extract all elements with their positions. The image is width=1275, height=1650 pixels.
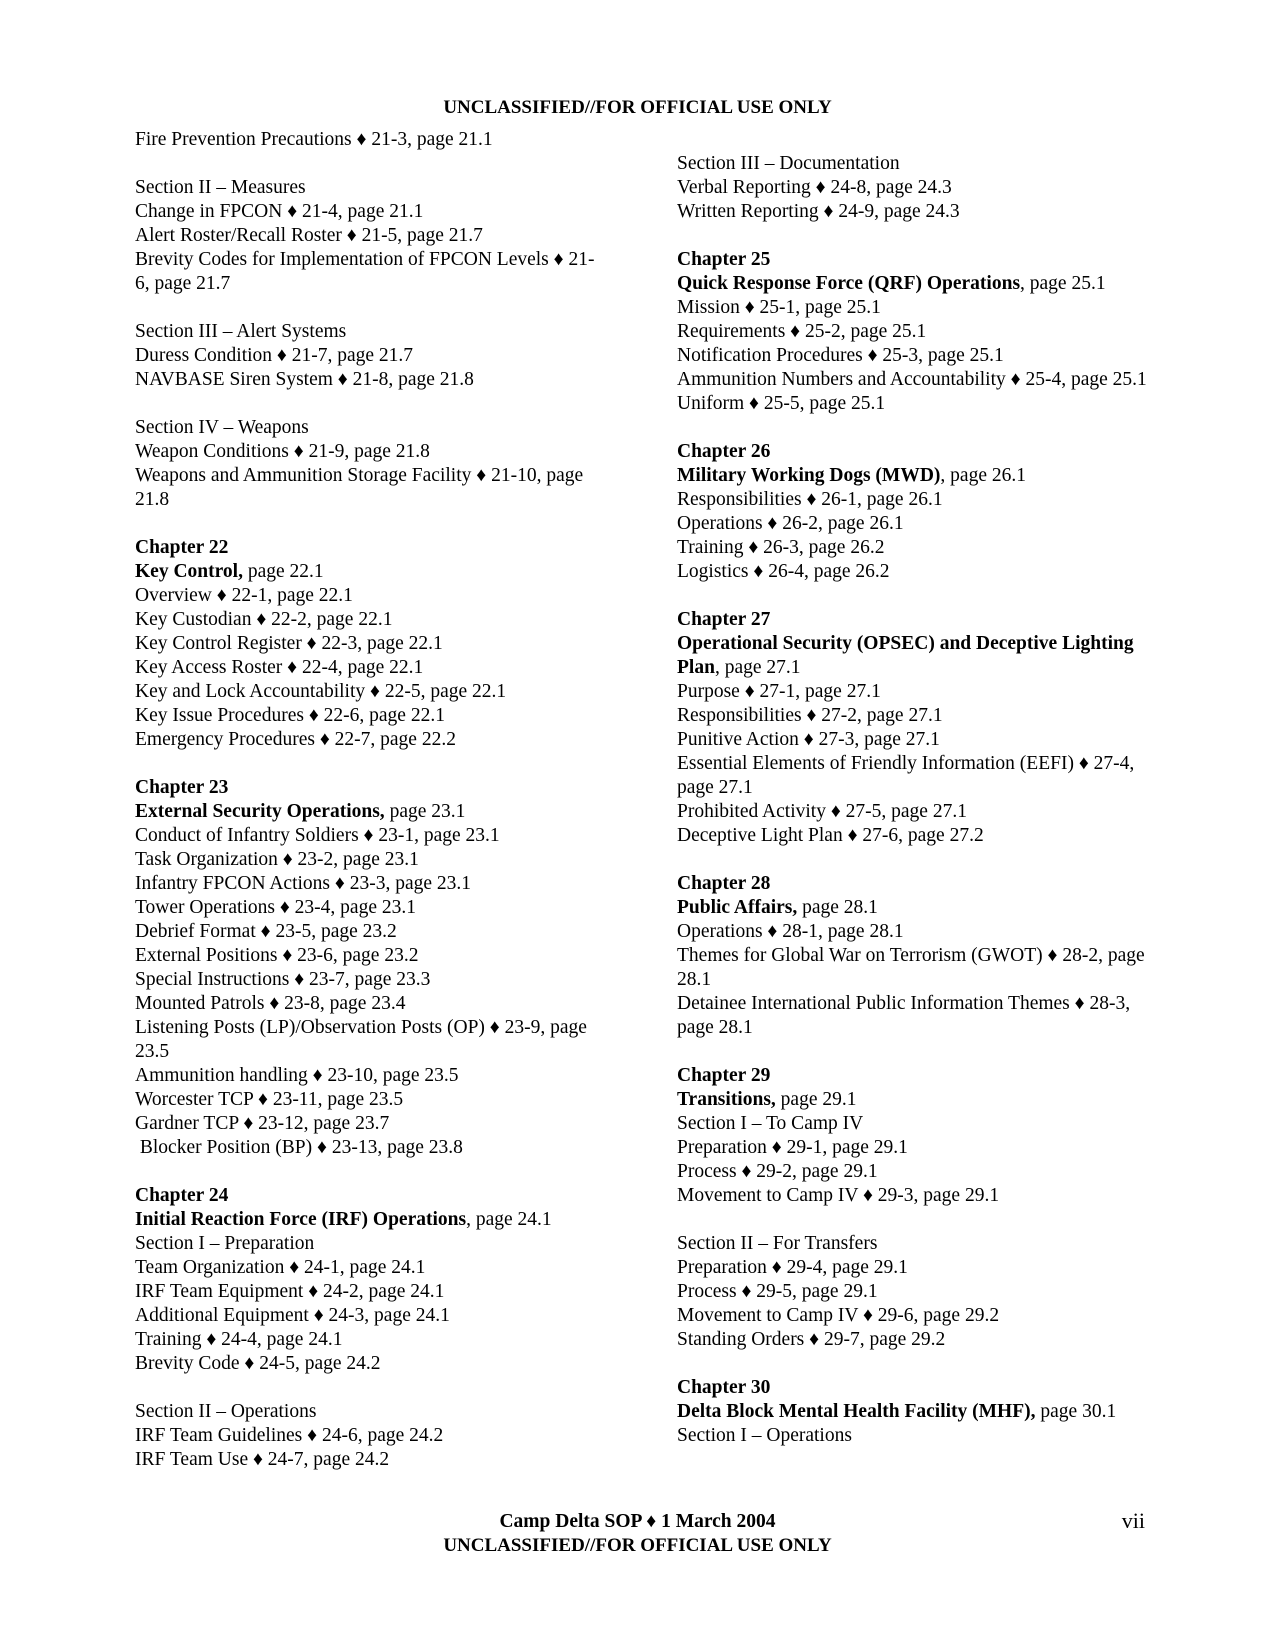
toc-entry-text: , page 24.1	[466, 1209, 552, 1230]
toc-entry-bold: Initial Reaction Force (IRF) Operations	[135, 1209, 467, 1230]
toc-entry-text: Mounted Patrols ♦ 23-8, page 23.4	[135, 993, 406, 1014]
toc-entry	[677, 992, 1147, 1040]
toc-entry	[677, 704, 1147, 728]
toc-entry-text: Infantry FPCON Actions ♦ 23-3, page 23.1	[135, 873, 472, 894]
toc-entry-text: Duress Condition ♦ 21-7, page 21.7	[135, 345, 414, 366]
toc-entry	[135, 1280, 605, 1304]
toc-entry-text: Movement to Camp IV ♦ 29-3, page 29.1	[677, 1185, 1000, 1206]
toc-entry-text: Section III – Documentation	[677, 153, 900, 174]
toc-entry-text: Responsibilities ♦ 26-1, page 26.1	[677, 489, 943, 510]
toc-section-block	[677, 248, 1147, 416]
toc-entry	[135, 680, 605, 704]
toc-entry	[135, 776, 605, 800]
toc-entry	[677, 1376, 1147, 1400]
toc-entry	[677, 512, 1147, 536]
toc-entry-bold: Public Affairs,	[677, 897, 798, 918]
toc-entry	[135, 584, 605, 608]
toc-entry	[135, 824, 605, 848]
toc-entry-bold: Chapter 22	[135, 537, 229, 558]
toc-entry	[135, 992, 605, 1016]
toc-entry-bold: Chapter 26	[677, 441, 771, 462]
toc-section-block	[135, 416, 605, 512]
toc-entry	[677, 1232, 1147, 1256]
toc-entry-text: Worcester TCP ♦ 23-11, page 23.5	[135, 1089, 404, 1110]
toc-entry	[135, 608, 605, 632]
toc-entry-text: Uniform ♦ 25-5, page 25.1	[677, 393, 886, 414]
toc-entry	[135, 536, 605, 560]
toc-entry-text: Ammunition Numbers and Accountability ♦ 25-4, page 25.1	[677, 369, 1147, 390]
toc-entry	[677, 1400, 1147, 1424]
toc-entry	[677, 752, 1147, 800]
toc-entry-text: Fire Prevention Precautions ♦ 21-3, page 21.1	[135, 129, 493, 150]
toc-entry	[135, 920, 605, 944]
toc-entry-text: IRF Team Guidelines ♦ 24-6, page 24.2	[135, 1425, 444, 1446]
toc-entry-text: Section II – Operations	[135, 1401, 317, 1422]
toc-section-block	[135, 320, 605, 392]
toc-entry-text: Additional Equipment ♦ 24-3, page 24.1	[135, 1305, 450, 1326]
toc-entry-text: Deceptive Light Plan ♦ 27-6, page 27.2	[677, 825, 984, 846]
toc-entry	[135, 464, 605, 512]
toc-entry	[135, 200, 605, 224]
toc-entry	[677, 1256, 1147, 1280]
toc-entry	[677, 344, 1147, 368]
toc-entry	[677, 296, 1147, 320]
toc-entry	[677, 920, 1147, 944]
toc-entry-bold: External Security Operations,	[135, 801, 385, 822]
toc-entry-text: Brevity Codes for Implementation of FPCON Levels ♦ 21-6, page 21.7	[135, 249, 595, 294]
toc-entry-text: Punitive Action ♦ 27-3, page 27.1	[677, 729, 940, 750]
toc-section-block	[677, 440, 1147, 584]
toc-entry-text: Section III – Alert Systems	[135, 321, 347, 342]
toc-entry-text: Logistics ♦ 26-4, page 26.2	[677, 561, 890, 582]
toc-entry-text: , page 25.1	[1020, 273, 1106, 294]
toc-section-block	[677, 152, 1147, 224]
toc-entry	[135, 1208, 605, 1232]
toc-entry	[677, 152, 1147, 176]
toc-entry-text: Detainee International Public Information Themes ♦ 28-3, page 28.1	[677, 993, 1135, 1038]
toc-entry	[135, 440, 605, 464]
toc-entry-bold: Chapter 27	[677, 609, 771, 630]
toc-section-block	[677, 1064, 1147, 1208]
toc-entry-text: Brevity Code ♦ 24-5, page 24.2	[135, 1353, 381, 1374]
toc-entry-text: Key Control Register ♦ 22-3, page 22.1	[135, 633, 443, 654]
toc-entry	[677, 248, 1147, 272]
toc-entry	[135, 416, 605, 440]
toc-entry	[135, 1256, 605, 1280]
toc-section-block	[135, 776, 605, 1160]
footer-document-title: Camp Delta SOP ♦ 1 March 2004	[499, 1511, 776, 1532]
toc-entry	[677, 872, 1147, 896]
toc-entry-text: NAVBASE Siren System ♦ 21-8, page 21.8	[135, 369, 474, 390]
toc-entry	[135, 248, 605, 296]
toc-entry	[135, 728, 605, 752]
toc-entry-text: Change in FPCON ♦ 21-4, page 21.1	[135, 201, 424, 222]
toc-entry-text: Section I – To Camp IV	[677, 1113, 864, 1134]
toc-entry	[677, 272, 1147, 296]
toc-entry-text: Section II – Measures	[135, 177, 306, 198]
toc-entry-text: Preparation ♦ 29-1, page 29.1	[677, 1137, 908, 1158]
toc-entry	[135, 1352, 605, 1376]
toc-entry-text: Written Reporting ♦ 24-9, page 24.3	[677, 201, 960, 222]
toc-entry-text: IRF Team Equipment ♦ 24-2, page 24.1	[135, 1281, 445, 1302]
toc-entry-text: Process ♦ 29-5, page 29.1	[677, 1281, 878, 1302]
toc-entry-text: Standing Orders ♦ 29-7, page 29.2	[677, 1329, 946, 1350]
toc-entry	[677, 824, 1147, 848]
toc-entry	[677, 944, 1150, 992]
toc-entry-text: Task Organization ♦ 23-2, page 23.1	[135, 849, 419, 870]
toc-entry-text: Tower Operations ♦ 23-4, page 23.1	[135, 897, 416, 918]
toc-entry	[135, 896, 605, 920]
toc-entry	[135, 1184, 605, 1208]
toc-section-block	[135, 128, 605, 152]
toc-entry	[677, 1328, 1147, 1352]
toc-entry-text: Section II – For Transfers	[677, 1233, 878, 1254]
toc-entry	[677, 392, 1147, 416]
toc-entry-bold: Delta Block Mental Health Facility (MHF),	[677, 1401, 1036, 1422]
toc-entry-text: Gardner TCP ♦ 23-12, page 23.7	[135, 1113, 390, 1134]
toc-entry-bold: Chapter 29	[677, 1065, 771, 1086]
toc-entry-text: Weapon Conditions ♦ 21-9, page 21.8	[135, 441, 430, 462]
toc-entry-text: , page 27.1	[714, 657, 801, 678]
toc-entry-text: Listening Posts (LP)/Observation Posts (OP) ♦ 23-9, page 23.5	[135, 1017, 592, 1062]
toc-entry-bold: Military Working Dogs (MWD)	[677, 465, 941, 486]
toc-entry-bold: Operational Security (OPSEC) and Deceptive Lighting Plan	[677, 633, 1134, 678]
toc-entry	[135, 1400, 605, 1424]
toc-entry	[135, 800, 605, 824]
toc-entry	[677, 1424, 1147, 1448]
toc-entry-text: Conduct of Infantry Soldiers ♦ 23-1, page 23.1	[135, 825, 500, 846]
toc-entry	[677, 728, 1147, 752]
toc-entry-text: page 28.1	[797, 897, 878, 918]
toc-entry	[135, 848, 605, 872]
toc-entry	[135, 560, 605, 584]
page-number: vii	[1121, 1508, 1145, 1533]
toc-entry	[135, 656, 605, 680]
toc-entry-text: Process ♦ 29-2, page 29.1	[677, 1161, 878, 1182]
toc-entry	[677, 320, 1147, 344]
toc-entry	[677, 608, 1147, 632]
toc-entry	[135, 1112, 605, 1136]
toc-section-block	[677, 608, 1147, 848]
toc-entry-text: Weapons and Ammunition Storage Facility ♦ 21-10, page 21.8	[135, 465, 589, 510]
toc-entry-bold: Chapter 28	[677, 873, 771, 894]
toc-entry	[677, 800, 1147, 824]
toc-entry-text: Key Issue Procedures ♦ 22-6, page 22.1	[135, 705, 445, 726]
toc-entry	[135, 320, 605, 344]
toc-entry	[677, 1064, 1147, 1088]
toc-entry	[677, 560, 1147, 584]
toc-entry-bold: Chapter 30	[677, 1377, 771, 1398]
toc-entry-text: Section IV – Weapons	[135, 417, 309, 438]
toc-entry-text: Operations ♦ 26-2, page 26.1	[677, 513, 904, 534]
toc-entry-text: Training ♦ 26-3, page 26.2	[677, 537, 885, 558]
toc-entry-text: page 29.1	[775, 1089, 857, 1110]
toc-entry-text: Notification Procedures ♦ 25-3, page 25.1	[677, 345, 1004, 366]
toc-entry	[677, 464, 1147, 488]
toc-entry-text: Ammunition handling ♦ 23-10, page 23.5	[135, 1065, 459, 1086]
toc-entry-text: External Positions ♦ 23-6, page 23.2	[135, 945, 419, 966]
toc-entry-text: Key Access Roster ♦ 22-4, page 22.1	[135, 657, 424, 678]
toc-entry	[677, 488, 1147, 512]
toc-entry	[677, 896, 1147, 920]
toc-entry	[135, 1088, 605, 1112]
toc-entry	[677, 1304, 1147, 1328]
toc-entry	[135, 1064, 605, 1088]
toc-entry	[677, 1160, 1147, 1184]
toc-entry-bold: Quick Response Force (QRF) Operations	[677, 273, 1021, 294]
toc-entry-bold: Chapter 24	[135, 1185, 229, 1206]
toc-entry-text: Verbal Reporting ♦ 24-8, page 24.3	[677, 177, 952, 198]
toc-entry	[135, 968, 605, 992]
toc-entry	[135, 176, 605, 200]
toc-entry	[677, 1280, 1147, 1304]
toc-entry-bold: Chapter 25	[677, 249, 771, 270]
toc-entry	[135, 1016, 605, 1064]
toc-entry-text: Purpose ♦ 27-1, page 27.1	[677, 681, 881, 702]
toc-entry	[135, 368, 605, 392]
toc-entry	[135, 1424, 605, 1448]
toc-section-block	[677, 1232, 1147, 1352]
toc-entry-bold: Key Control,	[135, 561, 243, 582]
toc-section-block	[135, 176, 605, 296]
toc-section-block	[135, 536, 605, 752]
toc-entry-text: IRF Team Use ♦ 24-7, page 24.2	[135, 1449, 390, 1470]
toc-entry-text: Mission ♦ 25-1, page 25.1	[677, 297, 881, 318]
toc-entry	[677, 1112, 1147, 1136]
toc-entry	[135, 1304, 605, 1328]
toc-entry	[677, 1184, 1147, 1208]
toc-entry-text: page 23.1	[384, 801, 466, 822]
toc-entry	[135, 944, 605, 968]
toc-entry-text: Emergency Procedures ♦ 22-7, page 22.2	[135, 729, 456, 750]
toc-entry-text: Key Custodian ♦ 22-2, page 22.1	[135, 609, 393, 630]
toc-entry	[135, 632, 605, 656]
toc-entry	[677, 176, 1147, 200]
toc-entry-text: Prohibited Activity ♦ 27-5, page 27.1	[677, 801, 967, 822]
toc-entry-bold: Transitions,	[677, 1089, 776, 1110]
toc-entry	[677, 440, 1147, 464]
toc-entry-bold: Chapter 23	[135, 777, 229, 798]
toc-entry	[677, 632, 1147, 680]
toc-entry-text: Overview ♦ 22-1, page 22.1	[135, 585, 353, 606]
toc-entry-text: page 22.1	[242, 561, 324, 582]
toc-entry-text: Requirements ♦ 25-2, page 25.1	[677, 321, 927, 342]
toc-entry	[135, 872, 605, 896]
toc-entry-text: , page 26.1	[940, 465, 1026, 486]
toc-entry-text: Section I – Preparation	[135, 1233, 315, 1254]
toc-entry-text: Responsibilities ♦ 27-2, page 27.1	[677, 705, 943, 726]
toc-entry	[677, 536, 1147, 560]
toc-entry-text: Training ♦ 24-4, page 24.1	[135, 1329, 343, 1350]
toc-entry-text: Movement to Camp IV ♦ 29-6, page 29.2	[677, 1305, 1000, 1326]
toc-entry-text: Themes for Global War on Terrorism (GWOT) ♦ 28-2, page 28.1	[677, 945, 1150, 990]
classification-banner-top: UNCLASSIFIED//FOR OFFICIAL USE ONLY	[443, 97, 832, 118]
classification-banner-bottom: UNCLASSIFIED//FOR OFFICIAL USE ONLY	[443, 1535, 832, 1556]
toc-right-column	[677, 152, 1150, 1472]
toc-entry	[135, 704, 605, 728]
toc-left-column	[135, 128, 605, 1496]
toc-entry-text: page 30.1	[1035, 1401, 1117, 1422]
toc-entry-text: Special Instructions ♦ 23-7, page 23.3	[135, 969, 431, 990]
toc-section-block	[135, 1184, 605, 1376]
toc-entry-text: Operations ♦ 28-1, page 28.1	[677, 921, 904, 942]
toc-entry-text: Debrief Format ♦ 23-5, page 23.2	[135, 921, 397, 942]
toc-entry-text: Alert Roster/Recall Roster ♦ 21-5, page 21.7	[135, 225, 483, 246]
toc-entry-text: Blocker Position (BP) ♦ 23-13, page 23.8	[135, 1137, 463, 1158]
toc-entry	[677, 368, 1147, 392]
toc-entry	[135, 1448, 605, 1472]
toc-entry	[135, 1232, 605, 1256]
toc-entry-text: Preparation ♦ 29-4, page 29.1	[677, 1257, 908, 1278]
toc-entry-text: Section I – Operations	[677, 1425, 852, 1446]
toc-section-block	[677, 872, 1150, 1040]
toc-entry	[677, 1088, 1147, 1112]
toc-entry	[135, 224, 605, 248]
toc-entry	[677, 1136, 1147, 1160]
toc-entry	[677, 680, 1147, 704]
toc-section-block	[135, 1400, 605, 1472]
toc-section-block	[677, 1376, 1147, 1448]
toc-entry	[677, 200, 1147, 224]
toc-entry-text: Essential Elements of Friendly Information (EEFI) ♦ 27-4, page 27.1	[677, 753, 1140, 798]
toc-entry	[135, 344, 605, 368]
toc-entry	[135, 1328, 605, 1352]
toc-entry-text: Team Organization ♦ 24-1, page 24.1	[135, 1257, 426, 1278]
toc-entry	[135, 128, 605, 152]
toc-entry-text: Key and Lock Accountability ♦ 22-5, page 22.1	[135, 681, 507, 702]
toc-entry	[135, 1136, 605, 1160]
